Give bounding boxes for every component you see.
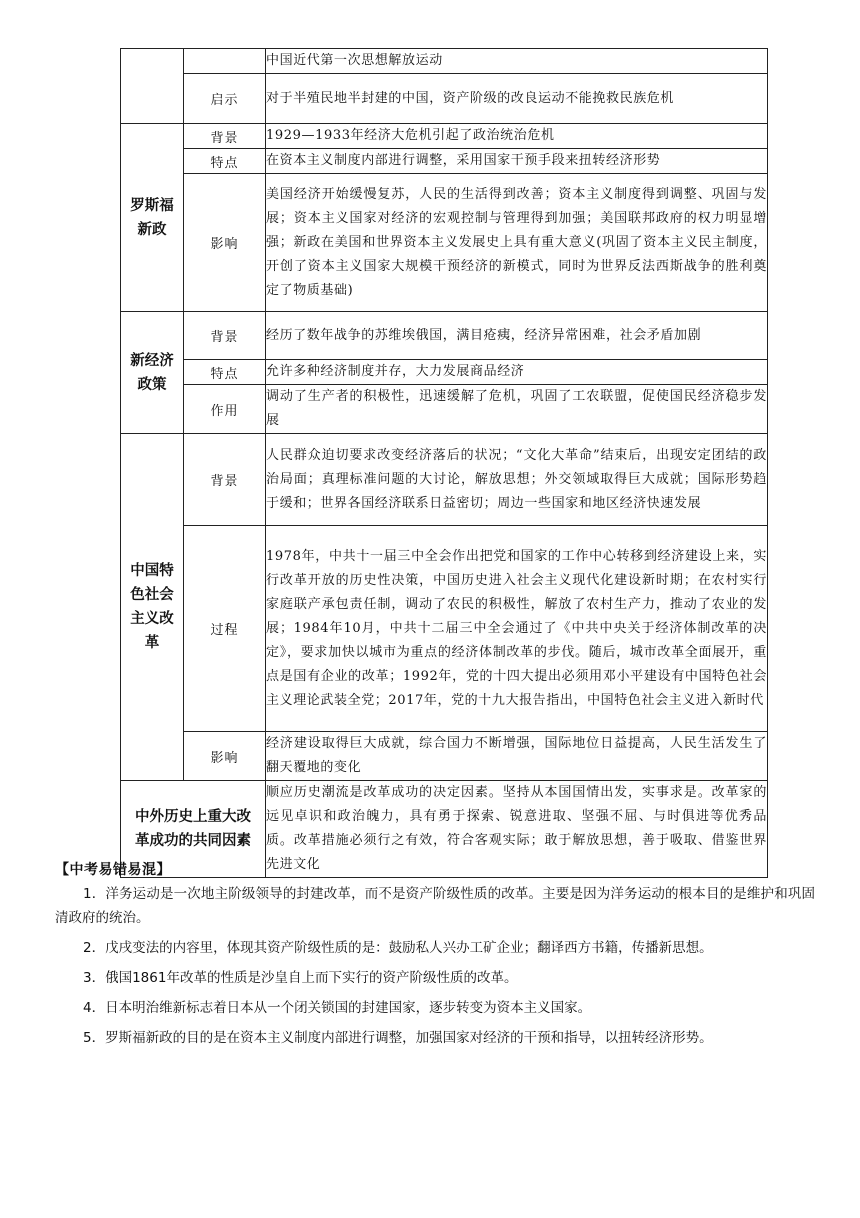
aspect-cell: 特点 xyxy=(184,149,266,174)
content-cell: 经历了数年战争的苏维埃俄国，满目疮痍，经济异常困难，社会矛盾加剧 xyxy=(266,312,768,360)
table-row xyxy=(121,732,768,781)
note-item: 3．俄国1861年改革的性质是沙皇自上而下实行的资产阶级性质的改革。 xyxy=(83,970,518,986)
content-cell: 1978年，中共十一届三中全会作出把党和国家的工作中心转移到经济建设上来，实行改革开放的历史性决策，中国历史进入社会主义现代化建设新时期；在农村实行家庭联产承包责任制，调动了农民的积极性，解放了农村生产力，推动了农业的发展；1984年10月，中共十二届三中全会通过了《中共中央关于经济体制改革的决定》，要求加快以城市为重点的经济体制改革的步伐。随后，城市改革全面展开，重点是国有企业的改革；1992年，党的十四大提出必须用邓小平建设有中国特色社会主义理论武装全党；2017年，党的十九大报告指出，中国特色社会主义进入新时代 xyxy=(266,526,768,732)
content-cell: 调动了生产者的积极性，迅速缓解了危机，巩固了工农联盟，促使国民经济稳步发展 xyxy=(266,385,768,434)
aspect-cell: 影响 xyxy=(184,174,266,312)
content-cell: 允许多种经济制度并存，大力发展商品经济 xyxy=(266,360,768,385)
content-cell: 经济建设取得巨大成就，综合国力不断增强，国际地位日益提高，人民生活发生了翻天覆地的变化 xyxy=(266,732,768,781)
aspect-cell-empty xyxy=(184,49,266,74)
aspect-cell: 作用 xyxy=(184,385,266,434)
content-cell: 对于半殖民地半封建的中国，资产阶级的改良运动不能挽救民族危机 xyxy=(266,74,768,124)
topic-cell-china-reform: 中国特色社会主义改革 xyxy=(121,434,184,781)
table-row xyxy=(121,434,768,526)
note-item: 5．罗斯福新政的目的是在资本主义制度内部进行调整，加强国家对经济的干预和指导，以扭转经济形势。 xyxy=(83,1030,713,1046)
topic-cell-common-factors: 中外历史上重大改革成功的共同因素 xyxy=(121,781,266,878)
topic-cell-empty xyxy=(121,49,184,124)
note-item: 2．戊戌变法的内容里，体现其资产阶级性质的是：鼓励私人兴办工矿企业；翻译西方书籍，传播新思想。 xyxy=(83,940,713,956)
content-cell: 人民群众迫切要求改变经济落后的状况；“文化大革命”结束后，出现安定团结的政治局面；真理标准问题的大讨论，解放思想；外交领域取得巨大成就；国际形势趋于缓和；世界各国经济联系日益密切；周边一些国家和地区经济快速发展 xyxy=(266,434,768,526)
content-cell: 1929—1933年经济大危机引起了政治统治危机 xyxy=(266,124,768,149)
table-row xyxy=(121,74,768,124)
note-item: 1．洋务运动是一次地主阶级领导的封建改革，而不是资产阶级性质的改革。主要是因为洋务运动的根本目的是维护和巩固清政府的统治。 xyxy=(55,886,815,926)
table-row xyxy=(121,174,768,312)
aspect-cell: 过程 xyxy=(184,526,266,732)
aspect-cell: 影响 xyxy=(184,732,266,781)
aspect-cell: 背景 xyxy=(184,434,266,526)
content-cell: 中国近代第一次思想解放运动 xyxy=(266,49,768,74)
notes-heading: 【中考易错易混】 xyxy=(55,862,171,878)
table-row xyxy=(121,149,768,174)
note-item: 4．日本明治维新标志着日本从一个闭关锁国的封建国家，逐步转变为资本主义国家。 xyxy=(83,1000,592,1016)
aspect-cell: 特点 xyxy=(184,360,266,385)
table-row xyxy=(121,360,768,385)
table-row xyxy=(121,124,768,149)
table-row xyxy=(121,312,768,360)
reform-summary-table xyxy=(120,48,768,878)
aspect-cell: 背景 xyxy=(184,124,266,149)
table-row xyxy=(121,385,768,434)
table-row xyxy=(121,49,768,74)
aspect-cell: 背景 xyxy=(184,312,266,360)
topic-cell-nep: 新经济政策 xyxy=(121,312,184,434)
aspect-cell: 启示 xyxy=(184,74,266,124)
content-cell: 美国经济开始缓慢复苏，人民的生活得到改善；资本主义制度得到调整、巩固与发展；资本主义国家对经济的宏观控制与管理得到加强；美国联邦政府的权力明显增强；新政在美国和世界资本主义发展史上具有重大意义(巩固了资本主义民主制度，开创了资本主义国家大规模干预经济的新模式，同时为世界反法西斯战争的胜利奠定了物质基础) xyxy=(266,174,768,312)
topic-cell-new-deal: 罗斯福新政 xyxy=(121,124,184,312)
content-cell: 顺应历史潮流是改革成功的决定因素。坚持从本国国情出发，实事求是。改革家的远见卓识和政治魄力，具有勇于探索、锐意进取、坚强不屈、与时俱进等优秀品质。改革措施必须行之有效，符合客观实际；敢于解放思想，善于吸取、借鉴世界先进文化 xyxy=(266,781,768,878)
content-cell: 在资本主义制度内部进行调整，采用国家干预手段来扭转经济形势 xyxy=(266,149,768,174)
notes-section xyxy=(55,858,815,1056)
table-row xyxy=(121,526,768,732)
